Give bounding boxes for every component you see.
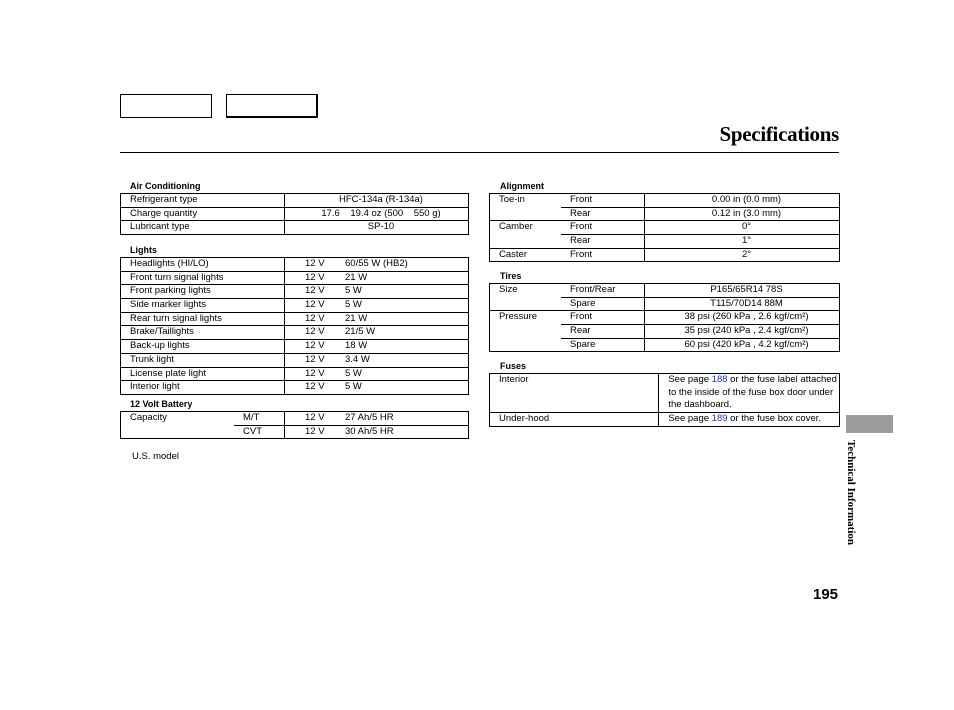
- table-row: [121, 285, 469, 299]
- tire-position: Rear: [561, 325, 645, 339]
- light-volt: 12 V: [285, 299, 337, 313]
- light-watt: 5 W: [336, 367, 469, 381]
- alignment-label: Camber: [499, 221, 533, 233]
- alignment-position: Front: [561, 194, 645, 208]
- light-label: Rear turn signal lights: [121, 312, 285, 326]
- light-volt: 12 V: [285, 326, 337, 340]
- alignment-value: 0.12 in (3.0 mm): [645, 207, 840, 221]
- light-volt: 12 V: [285, 258, 337, 272]
- page-number: 195: [813, 586, 839, 603]
- alignment-value: 0.00 in (0.0 mm): [645, 194, 840, 208]
- light-label: Headlights (HI/LO): [121, 258, 285, 272]
- table-row: [490, 413, 840, 427]
- table-row: [121, 194, 469, 208]
- fuse-info-text: or the fuse box cover.: [727, 413, 822, 425]
- light-watt: 60/55 W (HB2): [336, 258, 469, 272]
- tire-position: Front: [561, 311, 645, 325]
- table-row: [121, 353, 469, 367]
- light-label: Trunk light: [121, 353, 285, 367]
- light-watt: 3.4 W: [336, 353, 469, 367]
- nav-tab-box-active[interactable]: [226, 94, 318, 118]
- alignment-label: [490, 207, 562, 221]
- light-volt: 12 V: [285, 353, 337, 367]
- light-label: Interior light: [130, 381, 180, 393]
- tire-label: Size: [499, 284, 518, 295]
- table-row: [490, 194, 840, 208]
- page-link-189[interactable]: 189: [711, 413, 728, 425]
- table-row: [490, 235, 840, 249]
- alignment-value: 2°: [645, 248, 840, 262]
- alignment-heading: Alignment: [500, 181, 544, 191]
- light-volt: 12 V: [285, 340, 337, 354]
- ac-heading: Air Conditioning: [130, 181, 201, 191]
- battery-table: [120, 411, 469, 439]
- battery-volt: 12 V: [285, 425, 337, 439]
- light-watt: 5 W: [336, 299, 469, 313]
- tire-value: 35 psi (240 kPa , 2.4 kgf/cm²): [645, 325, 840, 339]
- tire-value: P165/65R14 78S: [645, 284, 840, 298]
- ac-label: Lubricant type: [130, 221, 190, 233]
- alignment-label: [490, 235, 562, 249]
- light-label: Brake/Taillights: [121, 326, 285, 340]
- battery-value: 27 Ah/5 HR: [336, 412, 469, 426]
- battery-trans: M/T: [234, 412, 285, 426]
- table-row: [490, 221, 840, 235]
- tire-label: [490, 297, 562, 311]
- fuse-info: [659, 413, 840, 427]
- table-row: [490, 207, 840, 221]
- lights-heading: Lights: [130, 245, 157, 255]
- table-row: [121, 271, 469, 285]
- alignment-position: Rear: [561, 207, 645, 221]
- fuses-table: [489, 373, 840, 427]
- tire-label: Pressure: [499, 311, 538, 323]
- table-row: [121, 258, 469, 272]
- ac-table: [120, 193, 469, 235]
- alignment-label: Toe-in: [499, 194, 525, 205]
- fuse-info-text: See page: [668, 413, 712, 425]
- alignment-value: 1°: [645, 235, 840, 249]
- tires-heading: Tires: [500, 271, 522, 281]
- battery-label: Capacity: [121, 412, 235, 439]
- tire-label: [490, 338, 562, 352]
- tire-label: [490, 325, 562, 339]
- light-watt: 21 W: [336, 271, 469, 285]
- light-label: Front parking lights: [121, 285, 285, 299]
- ac-label: Charge quantity: [121, 207, 285, 221]
- table-row: [490, 248, 840, 262]
- table-row: [121, 412, 469, 426]
- light-label: Back-up lights: [121, 340, 285, 354]
- light-watt: 21/5 W: [336, 326, 469, 340]
- alignment-position: Front: [561, 221, 645, 235]
- table-row: [490, 325, 840, 339]
- lights-table: [120, 257, 469, 395]
- alignment-table: [489, 193, 840, 262]
- light-label: Side marker lights: [121, 299, 285, 313]
- light-label: Front turn signal lights: [121, 271, 285, 285]
- table-row: [121, 299, 469, 313]
- table-row: [490, 311, 840, 325]
- section-tab-marker[interactable]: [846, 415, 893, 433]
- table-row: [121, 381, 469, 395]
- light-watt: 5 W: [336, 285, 469, 299]
- light-label: License plate light: [121, 367, 285, 381]
- battery-value: 30 Ah/5 HR: [336, 425, 469, 439]
- alignment-label: Caster: [499, 248, 527, 260]
- title-divider: [120, 152, 839, 153]
- page-title: Specifications: [719, 122, 839, 146]
- light-volt: 12 V: [285, 271, 337, 285]
- light-volt: 12 V: [285, 285, 337, 299]
- table-row: [121, 207, 469, 221]
- tire-value: T115/70D14 88M: [645, 297, 840, 311]
- alignment-value: 0°: [645, 221, 840, 235]
- table-row: [490, 374, 840, 413]
- light-watt: 18 W: [336, 340, 469, 354]
- tire-position: Front/Rear: [561, 284, 645, 298]
- battery-heading: 12 Volt Battery: [130, 399, 193, 409]
- tire-position: Spare: [570, 338, 596, 350]
- fuse-label: Interior: [490, 374, 659, 413]
- ac-value: HFC-134a (R-134a): [285, 194, 469, 208]
- battery-volt: 12 V: [285, 412, 337, 426]
- ac-value: 17.6 19.4 oz (500 550 g): [285, 207, 469, 221]
- table-row: [121, 221, 469, 235]
- page-link-188[interactable]: 188: [711, 374, 728, 385]
- nav-tab-box[interactable]: [120, 94, 212, 118]
- table-row: [121, 367, 469, 381]
- light-volt: 12 V: [285, 381, 337, 395]
- light-watt: 21 W: [336, 312, 469, 326]
- table-row: [121, 340, 469, 354]
- light-volt: 12 V: [285, 312, 337, 326]
- fuse-info: [659, 374, 840, 413]
- tire-position: Spare: [561, 297, 645, 311]
- table-row: [490, 297, 840, 311]
- fuse-info-text: See page: [668, 374, 712, 385]
- ac-value: SP-10: [285, 221, 469, 235]
- table-row: [490, 338, 840, 352]
- table-row: [121, 326, 469, 340]
- light-volt: 12 V: [285, 367, 337, 381]
- side-section-label: Technical Information: [845, 440, 857, 546]
- fuse-info-text: or the fuse label attached to the inside of the fuse box door under the dashboard.: [668, 374, 837, 411]
- ac-label: Refrigerant type: [121, 194, 285, 208]
- table-row: [490, 284, 840, 298]
- tire-value: 38 psi (260 kPa , 2.6 kgf/cm²): [645, 311, 840, 325]
- fuses-heading: Fuses: [500, 361, 527, 371]
- alignment-position: Front: [570, 248, 593, 260]
- tire-value: 60 psi (420 kPa , 4.2 kgf/cm²): [645, 338, 840, 352]
- fuse-label: Under-hood: [499, 413, 550, 425]
- table-row: [121, 312, 469, 326]
- light-watt: 5 W: [345, 381, 362, 393]
- tires-table: [489, 283, 840, 352]
- battery-trans: CVT: [234, 425, 285, 439]
- alignment-position: Rear: [561, 235, 645, 249]
- footnote: U.S. model: [132, 451, 179, 462]
